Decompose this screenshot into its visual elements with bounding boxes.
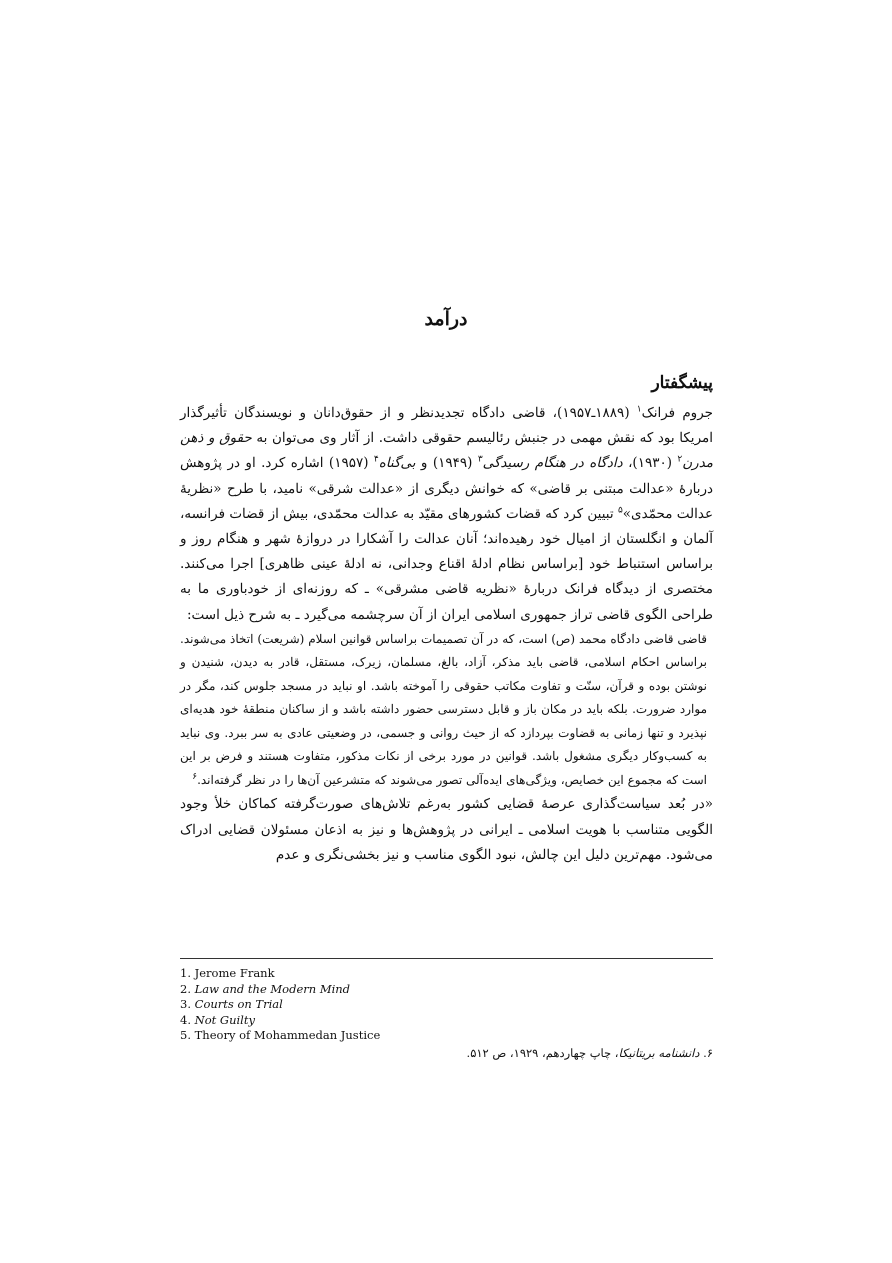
footnote-text: Courts on Trial [194,997,283,1012]
quote-text: قاضی قاضی دادگاه محمد (ص) است، که در آن تصمیمات براساس قوانین اسلام (شریعت) اتخاذ می‌شوند. براساس احکام اسلامی، قاضی باید مذکر، آزاد، بالغ، مسلمان، زیرک، مستقل، قادر به دیدن، شنیدن و نوشتن بوده و قرآن، سنّت و تفاوت مکاتب حقوقی را آموخته باشد. او نباید در مسجد جلوس کند، مگر در موارد ضرورت. بلکه باید در مکان باز و قابل دسترسی حضور داشته باشد و از ساکنان منطقهٔ خود هدیه‌ای نپذیرد و تنها زمانی به قضاوت بپردازد که از حیث روانی و جسمی، در وضعیتی عادی به سر ببرد. وی نباید به کسب‌وکار دیگری مشغول باشد. قوانین در مورد برخی از نکات مذکور، متفاوت هستند و فرض بر این است که مجموع این خصایص، ویژگی‌های ایده‌آلی تصور می‌شوند که متشرعین آن‌ها را در نظر گرفته‌اند. [180,631,707,787]
footnote-item [180,1013,713,1029]
footnote-number: 3. [180,997,191,1012]
footnote-text: Jerome Frank [194,966,275,980]
footnote-item [180,966,713,982]
text-run: تبیین کرد که قضات کشورهای مقیّد به عدالت محمّدی، بیش از قضات فرانسه، آلمان و انگلستان از امیال خود رهیده‌اند؛ آنان عدالت را آشکارا در دروازهٔ شهر و هنگام روز و براساس استنباط خود [براساس نظام ادلهٔ اقناع وجدانی، نه ادلهٔ عینی ظاهری] اجرا می‌کنند. مختصری از دیدگاه فرانک دربارهٔ «نظریه قاضی مشرقی» ـ که روزنه‌ای از خودباوری ما به طراحی الگوی قاضی تراز جمهوری اسلامی ایران از آن سرچشمه می‌گیرد ـ به شرح ذیل است: [180,505,713,623]
footnote-item [180,997,713,1013]
footnote-number: 1. [180,966,191,980]
footnote-mark-5: ۵ [617,505,623,516]
text-run: (۱۹۳۰)، [622,455,678,472]
footnote-text: Not Guilty [194,1012,255,1027]
footnote-source-title: دانشنامه بریتانیکا [618,1046,700,1060]
footnote-text: Theory of Mohammedan Justice [194,1028,381,1043]
footnote-mark-2: ۲ [677,454,683,465]
footnote-divider [180,958,713,959]
block-quote [180,628,713,793]
footnote-number: 5. [180,1028,191,1043]
footnote-item [180,982,713,998]
footnote-number: ۶. [699,1046,713,1060]
footnotes-latin [180,966,713,1044]
book-title: دادگاه در هنگام رسیدگی [482,455,623,472]
footnote-text: Law and the Modern Mind [194,981,351,996]
text-run: (۱۸۸۹ـ۱۹۵۷)، قاضی دادگاه تجدیدنظر و از حقوق‌دانان و نویسندگان تأثیرگذار امریکا بود که نقش مهمی در جنبش رئالیسم حقوقی داشت. از آثار وی می‌توان به [180,405,713,447]
footnote-item [180,1028,713,1044]
footnote-number: 4. [180,1012,191,1027]
text-run: (۱۹۴۹) و [415,455,478,472]
section-heading: پیشگفتار [651,373,713,393]
text-run: جروم فرانک [641,405,713,421]
footnote-mark-6: ۶ [192,771,198,782]
footnote-persian [180,1044,713,1062]
text-run: (۱۹۵۷) اشاره کرد. او در پژوهش دربارهٔ «عدالت مبتنی بر قاضی» که خوانش دیگری از «عدالت شرقی» نامید، با طرح «نظریهٔ عدالت محمّدی» [180,455,713,522]
intro-paragraph [180,401,713,628]
book-title: حقوق و ذهن مدرن [180,430,714,472]
chapter-title: درآمد [424,308,468,330]
main-text [180,370,713,868]
footnote-mark-4: ۴ [373,454,379,465]
book-title: بی‌گناه [378,455,416,472]
footnote-text: ، چاپ چهاردهم، ۱۹۲۹، ص ۵۱۲. [466,1046,619,1060]
footnote-mark-1: ۱ [636,404,642,415]
footnote-number: 2. [180,981,191,996]
footnote-mark-3: ۳ [477,454,483,465]
second-paragraph: «در بُعد سیاست‌گذاری عرصهٔ قضایی کشور به‌رغم تلاش‌های صورت‌گرفته کماکان خلأ وجود الگویی متناسب با هویت اسلامی ـ ایرانی در پژوهش‌ها و نیز به اذعان مسئولان قضایی ادراک می‌شود. مهم‌ترین دلیل این چالش، نبود الگوی مناسب و نیز بخشی‌نگری و عدم [180,796,713,863]
